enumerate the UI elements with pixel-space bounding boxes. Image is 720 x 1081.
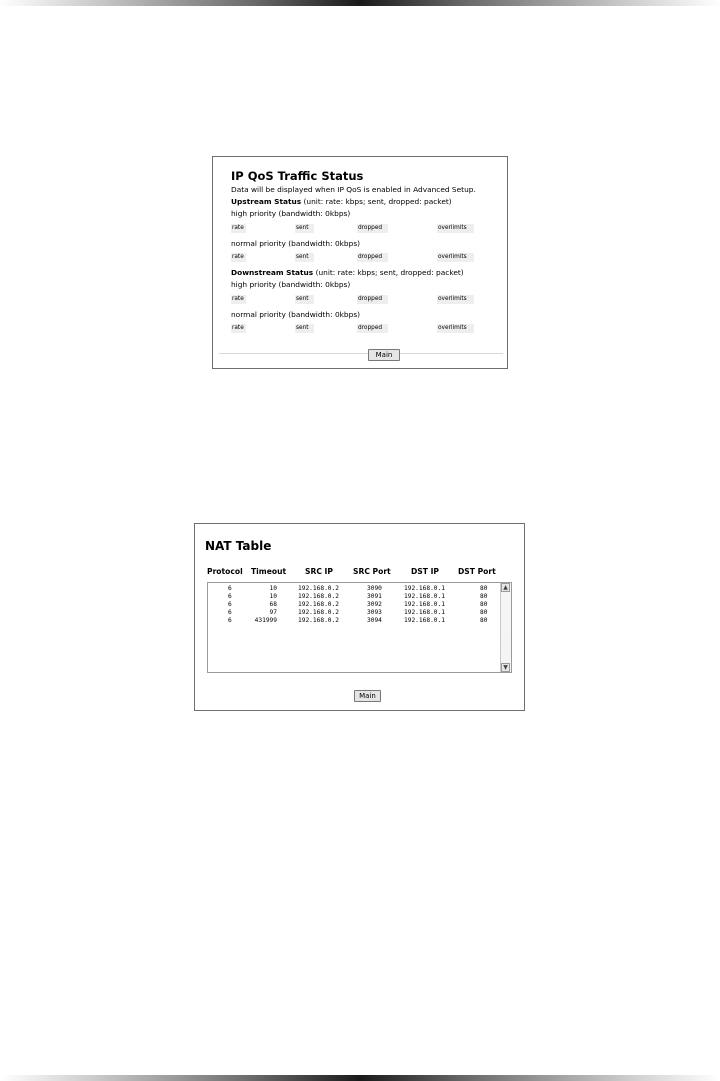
downstream-high-columns — [231, 295, 501, 304]
protocol-cell: 6 — [228, 609, 232, 616]
dst-ip-cell: 192.168.0.1 — [404, 585, 445, 592]
col-rate: rate — [231, 295, 246, 304]
upstream-high-columns — [231, 224, 501, 233]
downstream-normal-priority: normal priority (bandwidth: 0kbps) — [231, 310, 361, 319]
header-src-port: SRC Port — [353, 567, 391, 576]
downstream-status-line — [231, 268, 464, 277]
qos-notice: Data will be displayed when IP QoS is enabled in Advanced Setup. — [231, 185, 476, 194]
col-rate: rate — [231, 253, 246, 262]
col-overlimits: overlimits — [437, 224, 474, 233]
table-row[interactable] — [208, 616, 498, 625]
protocol-cell: 6 — [228, 593, 232, 600]
downstream-status-label: Downstream Status — [231, 268, 314, 277]
downstream-high-priority: high priority (bandwidth: 0kbps) — [231, 280, 351, 289]
timeout-cell: 68 — [269, 601, 277, 608]
nat-table-panel — [194, 523, 525, 711]
col-rate: rate — [231, 324, 246, 333]
src-ip-cell: 192.168.0.2 — [298, 609, 339, 616]
downstream-unit: (unit: rate: kbps; sent, dropped: packet) — [315, 268, 464, 277]
bottom-decorative-bar — [0, 1075, 720, 1081]
dst-port-cell: 80 — [480, 593, 488, 600]
upstream-unit: (unit: rate: kbps; sent, dropped: packet) — [303, 197, 452, 206]
listbox-scrollbar[interactable] — [500, 583, 511, 672]
col-rate: rate — [231, 224, 246, 233]
src-ip-cell: 192.168.0.2 — [298, 585, 339, 592]
protocol-cell: 6 — [228, 601, 232, 608]
src-port-cell: 3092 — [367, 601, 382, 608]
col-sent: sent — [295, 324, 314, 333]
header-timeout: Timeout — [251, 567, 287, 576]
dst-port-cell: 80 — [480, 617, 488, 624]
src-port-cell: 3090 — [367, 585, 382, 592]
upstream-status-line — [231, 197, 452, 206]
qos-divider — [219, 353, 503, 354]
dst-ip-cell: 192.168.0.1 — [404, 617, 445, 624]
src-port-cell: 3093 — [367, 609, 382, 616]
col-dropped: dropped — [357, 224, 388, 233]
col-dropped: dropped — [357, 295, 388, 304]
col-dropped: dropped — [357, 324, 388, 333]
timeout-cell: 10 — [269, 593, 277, 600]
header-dst-port: DST Port — [458, 567, 496, 576]
upstream-normal-priority: normal priority (bandwidth: 0kbps) — [231, 239, 361, 248]
protocol-cell: 6 — [228, 585, 232, 592]
col-overlimits: overlimits — [437, 295, 474, 304]
dst-ip-cell: 192.168.0.1 — [404, 593, 445, 600]
nat-title: NAT Table — [205, 539, 272, 553]
top-decorative-bar — [0, 0, 720, 6]
scroll-down-icon[interactable]: ▼ — [501, 663, 510, 672]
src-port-cell: 3091 — [367, 593, 382, 600]
col-sent: sent — [295, 295, 314, 304]
col-sent: sent — [295, 253, 314, 262]
nat-main-button[interactable]: Main — [354, 690, 381, 702]
header-protocol: Protocol — [207, 567, 243, 576]
protocol-cell: 6 — [228, 617, 232, 624]
col-sent: sent — [295, 224, 314, 233]
scroll-up-icon[interactable]: ▲ — [501, 583, 510, 592]
nat-entries-listbox[interactable] — [207, 582, 512, 673]
qos-status-panel — [212, 156, 508, 369]
src-ip-cell: 192.168.0.2 — [298, 617, 339, 624]
timeout-cell: 10 — [269, 585, 277, 592]
dst-port-cell: 80 — [480, 601, 488, 608]
qos-main-button[interactable]: Main — [368, 349, 400, 361]
dst-port-cell: 80 — [480, 585, 488, 592]
src-ip-cell: 192.168.0.2 — [298, 593, 339, 600]
col-overlimits: overlimits — [437, 253, 474, 262]
downstream-normal-columns — [231, 324, 501, 333]
header-src-ip: SRC IP — [305, 567, 333, 576]
timeout-cell: 97 — [269, 609, 277, 616]
src-ip-cell: 192.168.0.2 — [298, 601, 339, 608]
dst-ip-cell: 192.168.0.1 — [404, 609, 445, 616]
src-port-cell: 3094 — [367, 617, 382, 624]
dst-port-cell: 80 — [480, 609, 488, 616]
upstream-normal-columns — [231, 253, 501, 262]
timeout-cell: 431999 — [254, 617, 277, 624]
upstream-high-priority: high priority (bandwidth: 0kbps) — [231, 209, 351, 218]
upstream-status-label: Upstream Status — [231, 197, 302, 206]
col-overlimits: overlimits — [437, 324, 474, 333]
qos-title: IP QoS Traffic Status — [231, 169, 364, 183]
header-dst-ip: DST IP — [411, 567, 439, 576]
col-dropped: dropped — [357, 253, 388, 262]
dst-ip-cell: 192.168.0.1 — [404, 601, 445, 608]
